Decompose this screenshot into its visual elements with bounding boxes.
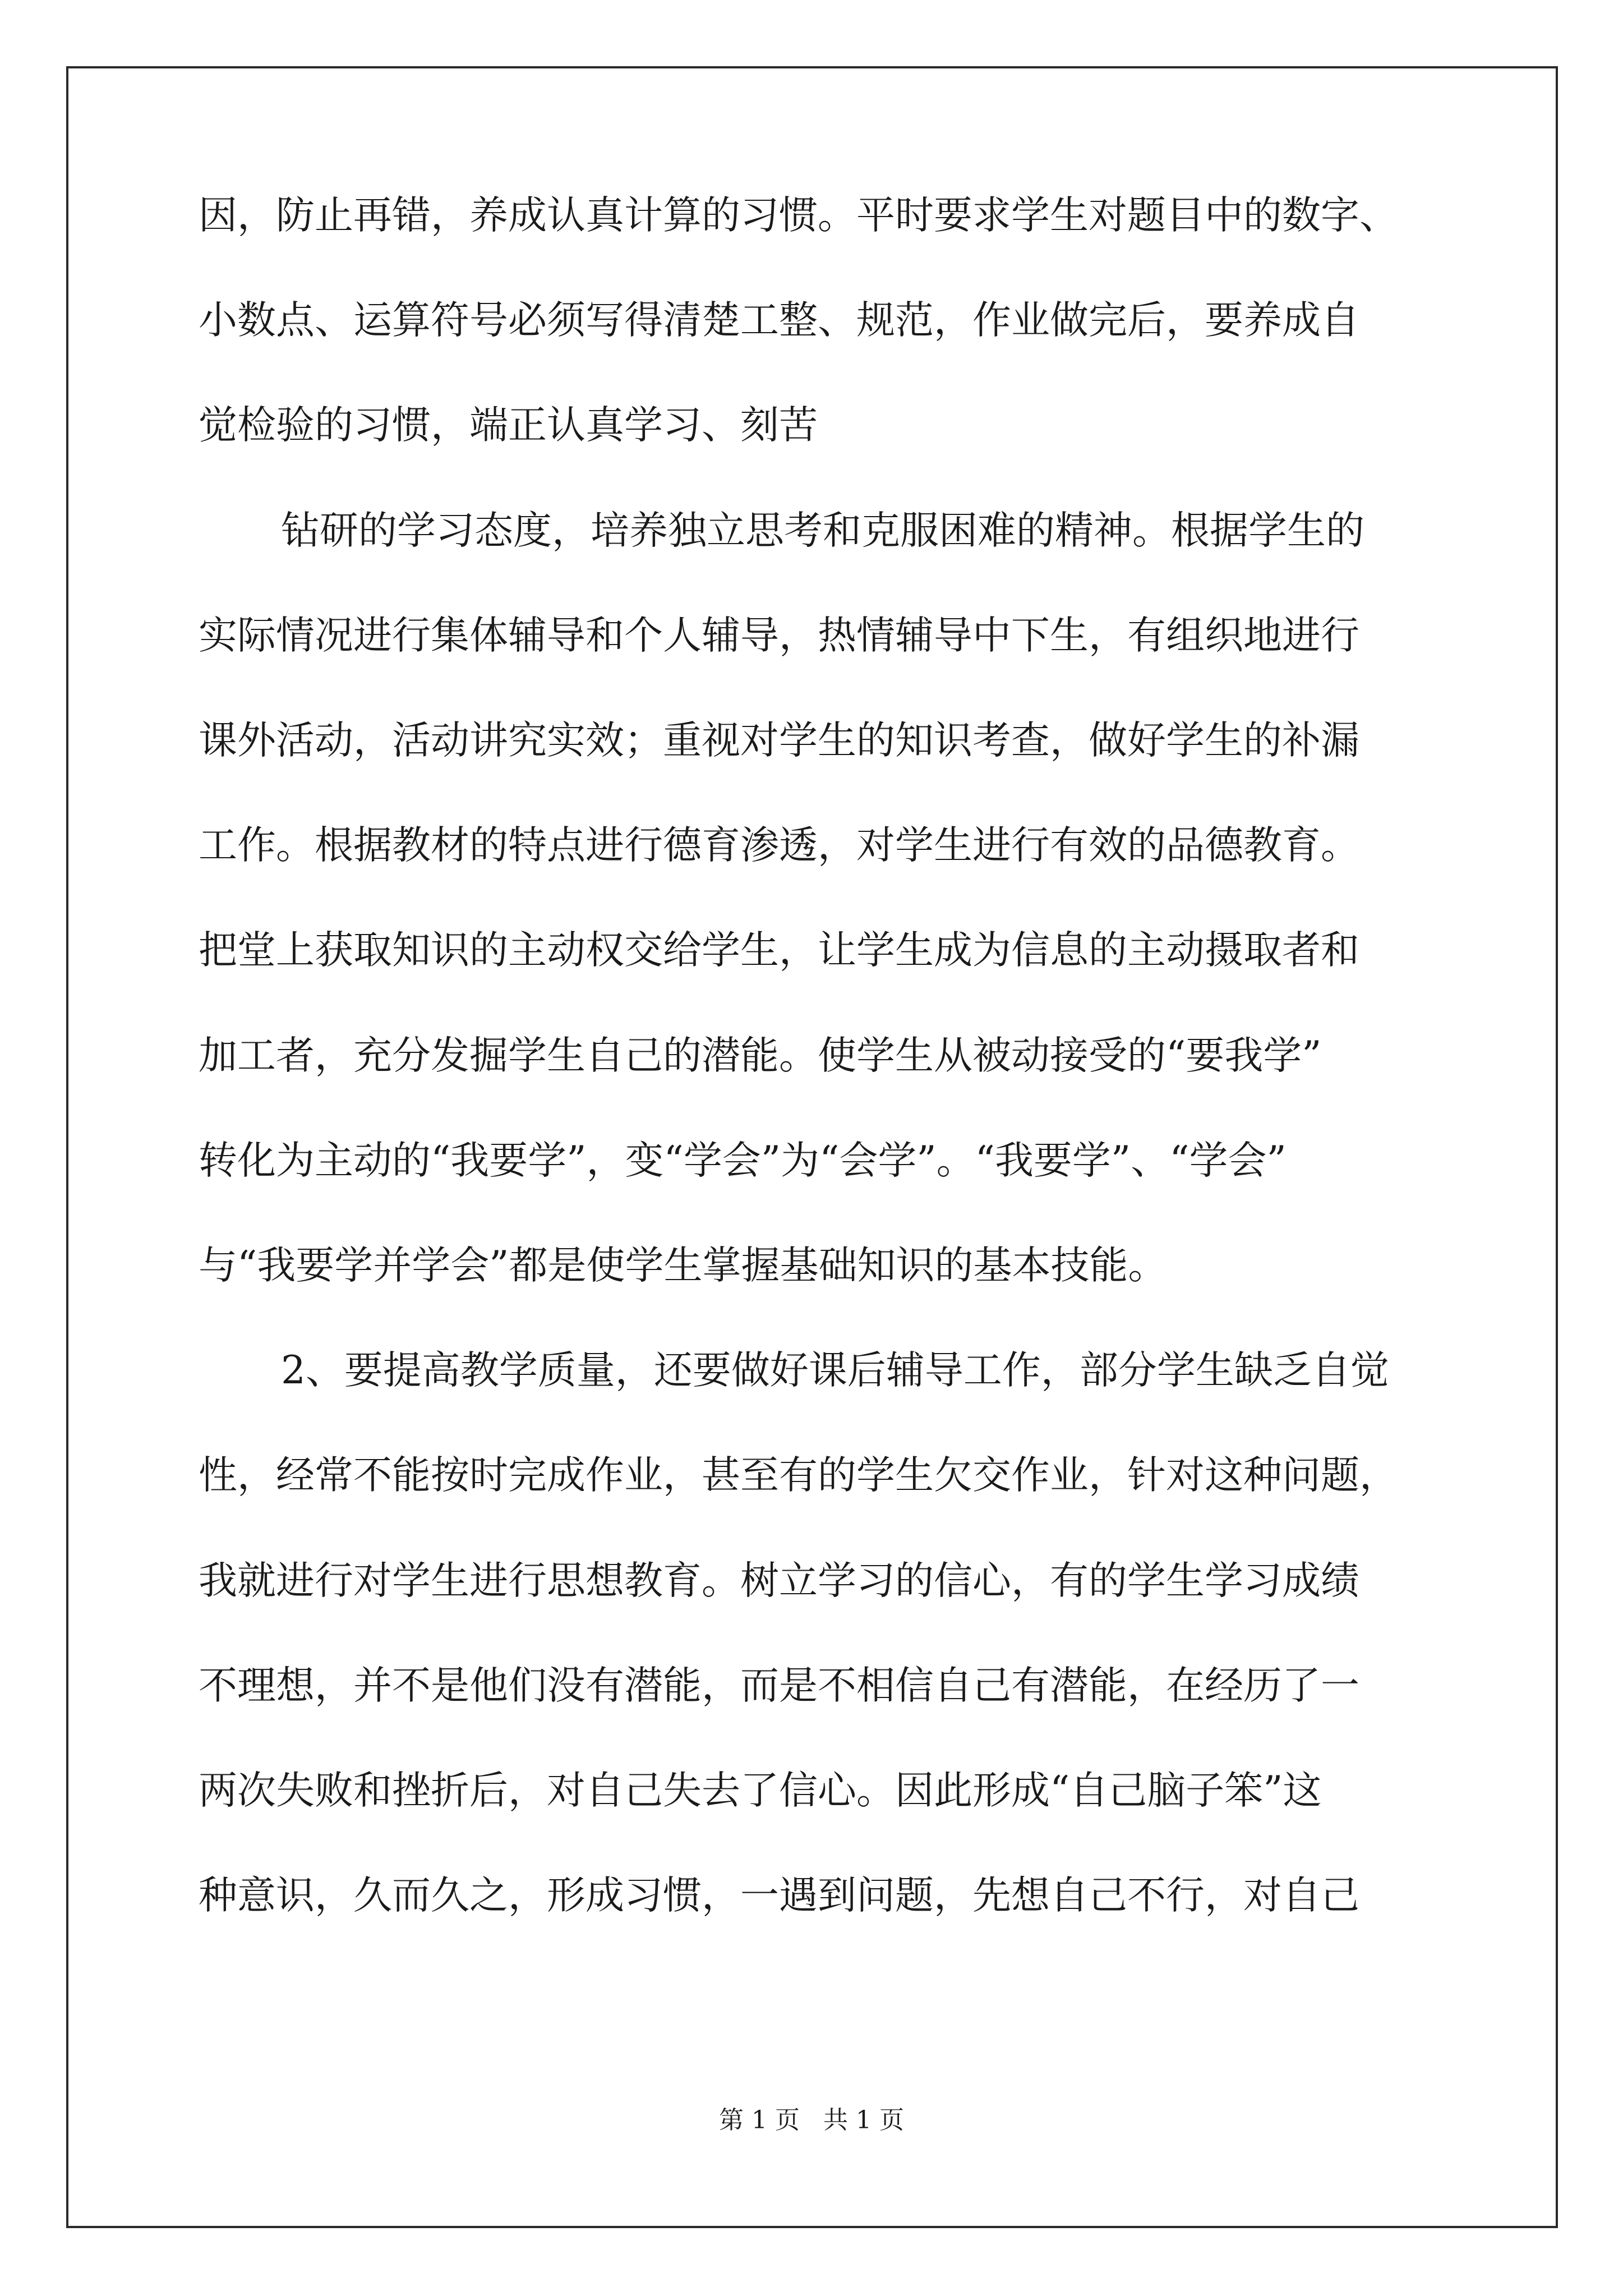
text-line: 因，防止再错，养成认真计算的习惯。平时要求学生对题目中的数字、 [199, 193, 1398, 238]
text-line: 实际情况进行集体辅导和个人辅导，热情辅导中下生，有组织地进行 [199, 613, 1359, 658]
text-line: 与“我要学并学会”都是使学生掌握基础知识的基本技能。 [199, 1243, 1167, 1288]
paragraph-first-line: 钻研的学习态度，培养独立思考和克服困难的精神。根据学生的 [281, 508, 1364, 553]
page-footer: 第 1 页 共 1 页 [719, 2106, 904, 2134]
text-line: 不理想，并不是他们没有潜能，而是不相信自己有潜能，在经历了一 [199, 1663, 1359, 1708]
text-line: 两次失败和挫折后，对自己失去了信心。因此形成“自己脑子笨”这 [199, 1768, 1322, 1813]
text-line: 转化为主动的“我要学”，变“学会”为“会学”。“我要学”、“学会” [199, 1138, 1287, 1183]
text-line: 课外活动，活动讲究实效；重视对学生的知识考查，做好学生的补漏 [199, 718, 1359, 763]
paragraph-first-line: 2、要提高教学质量，还要做好课后辅导工作，部分学生缺乏自觉 [281, 1348, 1389, 1393]
text-line: 种意识，久而久之，形成习惯，一遇到问题，先想自己不行，对自己 [199, 1873, 1359, 1918]
text-line: 加工者，充分发掘学生自己的潜能。使学生从被动接受的“要我学” [199, 1033, 1322, 1078]
text-line: 我就进行对学生进行思想教育。树立学习的信心，有的学生学习成绩 [199, 1558, 1359, 1603]
text-line: 把堂上获取知识的主动权交给学生，让学生成为信息的主动摄取者和 [199, 928, 1359, 973]
text-line: 性，经常不能按时完成作业，甚至有的学生欠交作业，针对这种问题， [199, 1453, 1398, 1498]
text-line: 工作。根据教材的特点进行德育渗透，对学生进行有效的品德教育。 [199, 823, 1359, 868]
text-line: 小数点、运算符号必须写得清楚工整、规范，作业做完后，要养成自 [199, 298, 1359, 343]
text-line: 觉检验的习惯，端正认真学习、刻苦 [199, 403, 818, 448]
